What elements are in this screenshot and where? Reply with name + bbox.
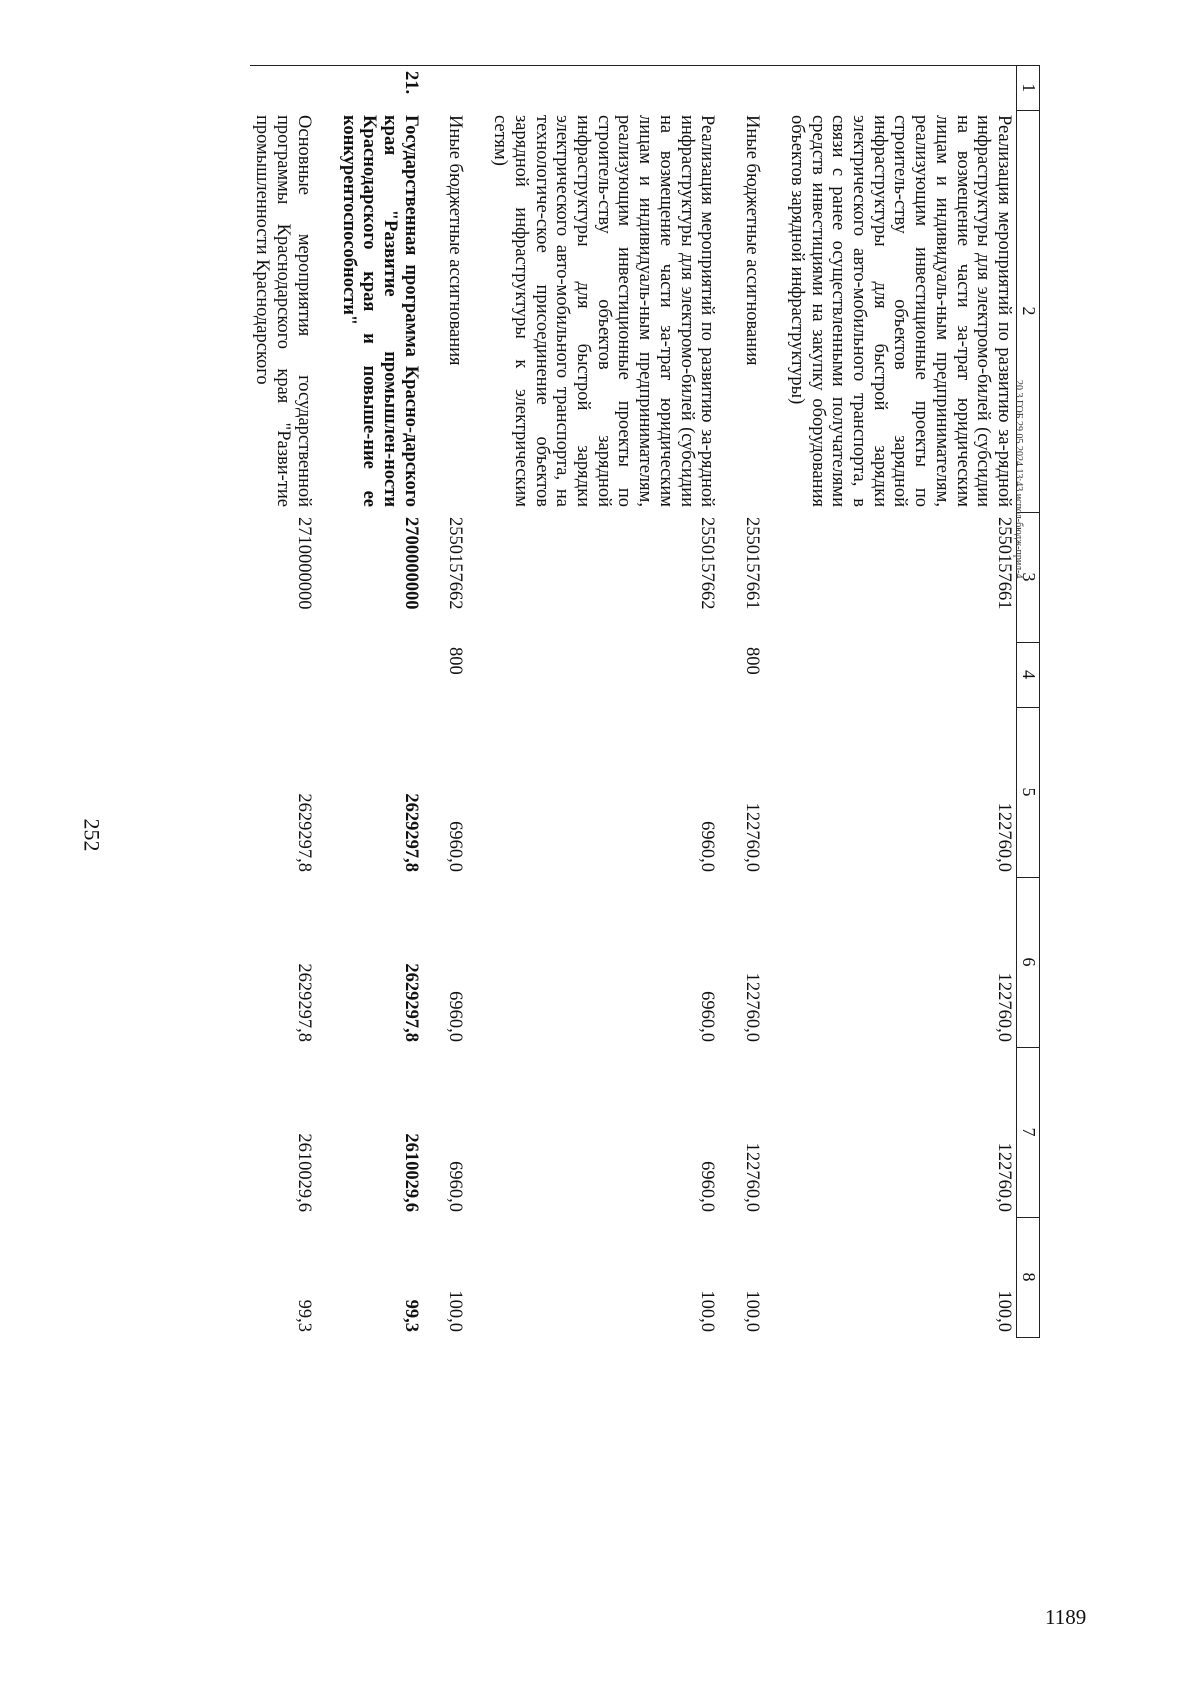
row-number <box>487 66 739 111</box>
budget-allocation: 2629297,8 <box>400 963 421 1042</box>
target-article-code: 2550157662 <box>697 517 718 610</box>
target-article-code: 2710000000 <box>293 517 314 610</box>
target-article-code: 2550157662 <box>445 517 466 610</box>
footer-stamp: 20.3 ГОБ 29.05.2024 13:43 испол-бюдж-прил-4 <box>1013 380 1024 579</box>
target-article-code: 2550157661 <box>994 517 1014 610</box>
col-header-7: 7 <box>1017 1047 1040 1217</box>
header-page-number: 252 <box>79 818 105 852</box>
budget-allocation: 6960,0 <box>445 991 466 1042</box>
col-header-3: 3 <box>1017 512 1040 642</box>
expense-type-code <box>250 642 336 707</box>
expense-type-code <box>336 642 443 707</box>
expense-type-code: 800 <box>445 647 466 675</box>
execution-percent: 100,0 <box>697 1290 718 1332</box>
executed-amount: 6960,0 <box>697 1161 718 1212</box>
expense-type-code: 800 <box>742 647 763 675</box>
row-description: Государственная программа Красно-дарского края "Развитие промышлен-ности Краснодарского края и повыше-ние ее конкурентоспособности" <box>338 115 421 507</box>
executed-amount: 122760,0 <box>742 1142 763 1212</box>
row-description: Реализация мероприятий по развитию за-рядной инфраструктуры для электромо-билей (субсидии на возмещение части за-трат юридическим лицам и индивидуаль-ным предпринимателям, реализующим инвестиционные проекты по строитель-ству объектов зарядной инфраструктуры для быстрой зарядки электрического авто-мобильного транспорта, в связи с ранее осуществленными получателями средств инвестициями на закупку оборудования объектов зарядной инфраструктуры) <box>786 115 1014 507</box>
budget-allocation: 2629297,8 <box>293 963 314 1042</box>
approved-amount: 6960,0 <box>445 821 466 872</box>
executed-amount: 2610029,6 <box>293 1133 314 1212</box>
row-number: 21. <box>336 66 443 111</box>
target-article-code: 2700000000 <box>400 517 421 610</box>
approved-amount: 2629297,8 <box>293 793 314 872</box>
budget-allocation: 122760,0 <box>742 972 763 1042</box>
row-number <box>784 66 1016 111</box>
row-description: Иные бюджетные ассигнования <box>445 115 466 366</box>
expense-type-code <box>487 642 739 707</box>
approved-amount: 6960,0 <box>697 821 718 872</box>
budget-execution-table <box>250 65 1040 1338</box>
column-number-row <box>1017 66 1040 1338</box>
table-row <box>250 66 336 1338</box>
budget-allocation: 122760,0 <box>994 972 1014 1042</box>
table-row <box>784 66 1016 1338</box>
target-article-code: 2550157661 <box>742 517 763 610</box>
row-number <box>739 66 784 111</box>
approved-amount: 2629297,8 <box>400 793 421 872</box>
executed-amount: 6960,0 <box>445 1161 466 1212</box>
execution-percent: 100,0 <box>742 1290 763 1332</box>
col-header-6: 6 <box>1017 877 1040 1047</box>
execution-percent: 99,3 <box>293 1299 314 1332</box>
row-description: Иные бюджетные ассигнования <box>742 115 763 366</box>
executed-amount: 122760,0 <box>994 1142 1014 1212</box>
table-row <box>487 66 739 1338</box>
table-row <box>739 66 784 1338</box>
col-header-8: 8 <box>1017 1217 1040 1337</box>
budget-allocation: 6960,0 <box>697 991 718 1042</box>
page-number: 1189 <box>1045 1605 1087 1629</box>
table-row <box>443 66 488 1338</box>
col-header-4: 4 <box>1017 642 1040 707</box>
executed-amount: 2610029,6 <box>400 1133 421 1212</box>
expense-type-code <box>784 642 1016 707</box>
table-row <box>336 66 443 1338</box>
execution-percent: 100,0 <box>994 1290 1014 1332</box>
col-header-1: 1 <box>1017 66 1040 111</box>
row-number <box>443 66 488 111</box>
execution-percent: 99,3 <box>400 1299 421 1332</box>
col-header-2: 2 <box>1017 110 1040 512</box>
execution-percent: 100,0 <box>445 1290 466 1332</box>
col-header-5: 5 <box>1017 707 1040 877</box>
approved-amount: 122760,0 <box>994 802 1014 872</box>
approved-amount: 122760,0 <box>742 802 763 872</box>
row-description: Основные мероприятия государственной программы Краснодарского края "Разви-тие промышленности Краснодарского <box>252 115 314 507</box>
row-number <box>250 66 336 111</box>
row-description: Реализация мероприятий по развитию за-рядной инфраструктуры для электромо-билей (субсидии на возмещение части за-трат юридическим лицам и индивидуаль-ным предпринимателям, реализующим инвестиционные проекты по строитель-ству объектов зарядной инфраструктуры для быстрой зарядки электрического авто-мобильного транспорта, на технологиче-ское присоединение объектов зарядной инфраструктуры к электрическим сетям) <box>490 115 718 507</box>
budget-table-rotated <box>160 65 1040 1575</box>
